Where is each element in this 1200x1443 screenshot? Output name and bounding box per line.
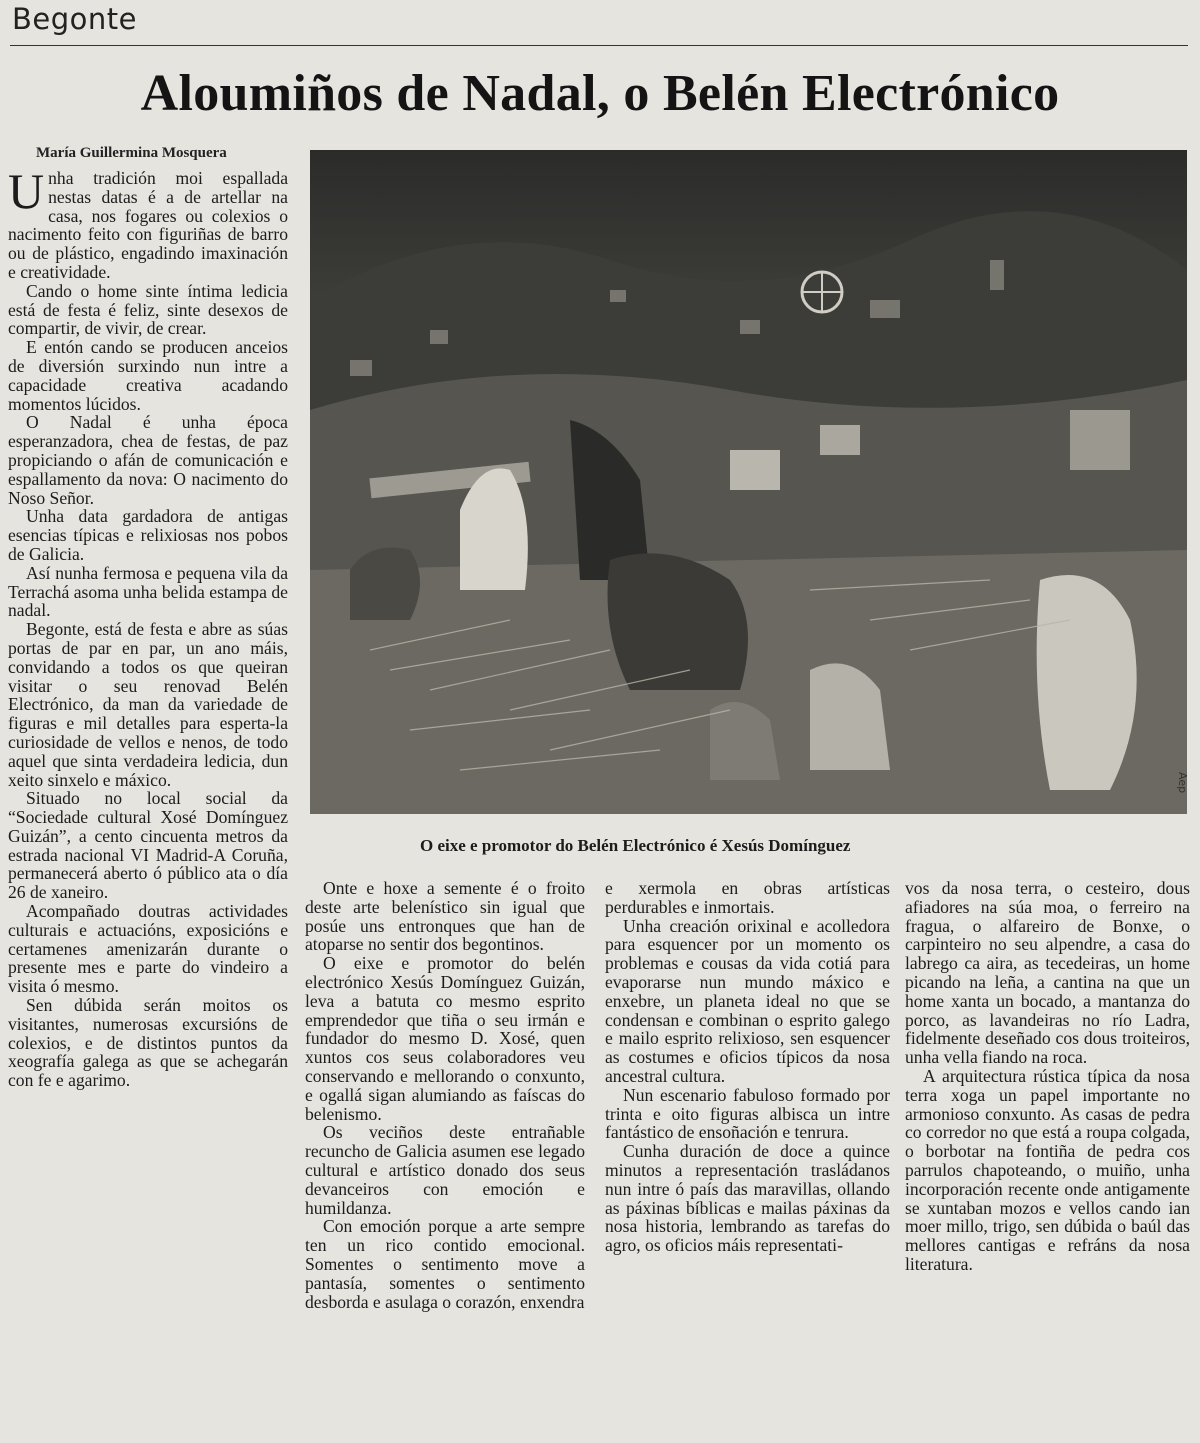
nativity-scene-image — [310, 150, 1187, 814]
paragraph: vos da nosa terra, o cesteiro, dous afiadores na súa moa, o ferreiro na fragua, o alfareiro de Bonxe, o carpinteiro no seu alpendre, a casa do labrego ca aira, as tecedeiras, un home picando na leña, a cantina na que un home xanta un bocado, a mantanza do porco, as lavandeiras no río Ladra, fidelmente deseñado cos dous troiteiros, unha vella fiando na roca. — [905, 878, 1190, 1068]
nativity-photo — [310, 150, 1187, 814]
paragraph: E entón cando se producen anceios de diversión surxindo nun intre a capacidade creativa acadando momentos lúcidos. — [8, 337, 288, 414]
photo-credit: Aep — [1176, 772, 1189, 794]
paragraph: Con emoción porque a arte sempre ten un rico contido emocional. Somentes o sentimento move a pantasía, somentes o sentimento desborda e asulaga o corazón, enxendra — [305, 1216, 585, 1312]
column-1 — [8, 163, 288, 1091]
paragraph: Os veciños deste entrañable recuncho de Galicia asumen ese legado cultural e artístico donado dos seus devanceiros con emoción e humildanza. — [305, 1122, 585, 1218]
paragraph: O Nadal é unha época esperanzadora, chea de festas, de paz propiciando o afán de comunicación e espallamento da nova: O nacimento do Noso Señor. — [8, 412, 288, 508]
paragraph: Cunha duración de doce a quince minutos a representación trasládanos nun intre ó país das maravillas, ollando as páxinas bíblicas e mailas páxinas da nosa historia, lembrando as tarefas do agro, os oficios máis representati- — [605, 1141, 890, 1256]
drop-cap: U — [8, 163, 45, 219]
section-rule — [10, 45, 1188, 46]
paragraph: Unha data gardadora de antigas esencias típicas e relixiosas nos pobos de Galicia. — [8, 506, 288, 564]
section-title: Begonte — [12, 2, 137, 36]
column-2 — [305, 879, 585, 1311]
photo-caption: O eixe e promotor do Belén Electrónico é Xesús Domínguez — [420, 836, 851, 855]
byline: María Guillermina Mosquera — [36, 145, 227, 161]
paragraph: Unha creación orixinal e acolledora para esquencer por un momento os problemas e cousas da vida cotiá para evaporarse nun mundo máxico e enxebre, un planeta ideal no que se condensan e combinan o esprito galego e mailo esprito relixioso, sen esquencer as costumes e oficios típicos da nosa ancestral cultura. — [605, 915, 890, 1086]
paragraph: Nun escenario fabuloso formado por trinta e oito figuras albisca un intre fantástico de ensoñación e tenrura. — [605, 1084, 890, 1143]
paragraph: Sen dúbida serán moitos os visitantes, numerosas excursións de colexios, e de distintos puntos da xeografía galega as que se achegarán con fe e agarimo. — [8, 995, 288, 1091]
paragraph: Acompañado doutras actividades culturais e actuacións, exposicións e certamenes amenizarán durante o presente mes e parte do vindeiro a visita ó mesmo. — [8, 901, 288, 997]
paragraph: Cando o home sinte íntima ledicia está de festa é feliz, sinte desexos de compartir, de vivir, de crear. — [8, 280, 288, 339]
column-3 — [605, 879, 890, 1255]
column-4 — [905, 879, 1190, 1274]
paragraph: e xermola en obras artísticas perdurables e inmortais. — [605, 878, 890, 917]
paragraph: Onte e hoxe a semente é o froito deste arte belenístico sin igual que posúe uns entronques que han de atoparse no sentir dos begontinos. — [305, 878, 585, 955]
paragraph: Begonte, está de festa e abre as súas portas de par en par, un ano máis, convidando a todos os que queiran visitar o seu renovad Belén Electrónico, da man da variedade de figuras e mil detalles para esperta-la curiosidade de vellos e nenos, de todo aquel que sinta verdadeira ledicia, dun xeito sinxelo e máxico. — [8, 619, 288, 790]
paragraph: O eixe e promotor do belén electrónico Xesús Domínguez Guizán, leva a batuta co mesmo esprito emprendedor que tiña o seu irmán e fundador do mesmo D. Xosé, quen xuntos cos seus colaboradores veu conservando e mellorando o conxunto, e ogallá sigan alumiando as faíscas do belenismo. — [305, 953, 585, 1124]
paragraph: Así nunha fermosa e pequena vila da Terrachá asoma unha belida estampa de nadal. — [8, 562, 288, 621]
headline: Aloumiños de Nadal, o Belén Electrónico — [140, 65, 1060, 122]
paragraph: Unha tradición moi espallada nestas datas é a de artellar na casa, nos fogares ou colexios o nacimento feito con figuriñas de barro ou de plástico, engadindo imaxinación e creatividade. — [8, 163, 288, 282]
paragraph: Situado no local social da “Sociedade cultural Xosé Domínguez Guizán”, a cento cincuenta metros da estrada nacional VI Madrid-A Coruña, permanecerá aberto ó público ata o día 26 de xaneiro. — [8, 788, 288, 903]
paragraph: A arquitectura rústica típica da nosa terra xoga un papel importante no armonioso conxunto. As casas de pedra co corredor no que está a roupa colgada, o borbotar na fontiña de pedra cos parrulos chapoteando, o muiño, unha incorporación recente onde antigamente se xuntaban mozos e vellos cando ian moer millo, trigo, sen dúbida o baúl das mellores cantigas e refráns da nosa literatura. — [905, 1065, 1190, 1274]
